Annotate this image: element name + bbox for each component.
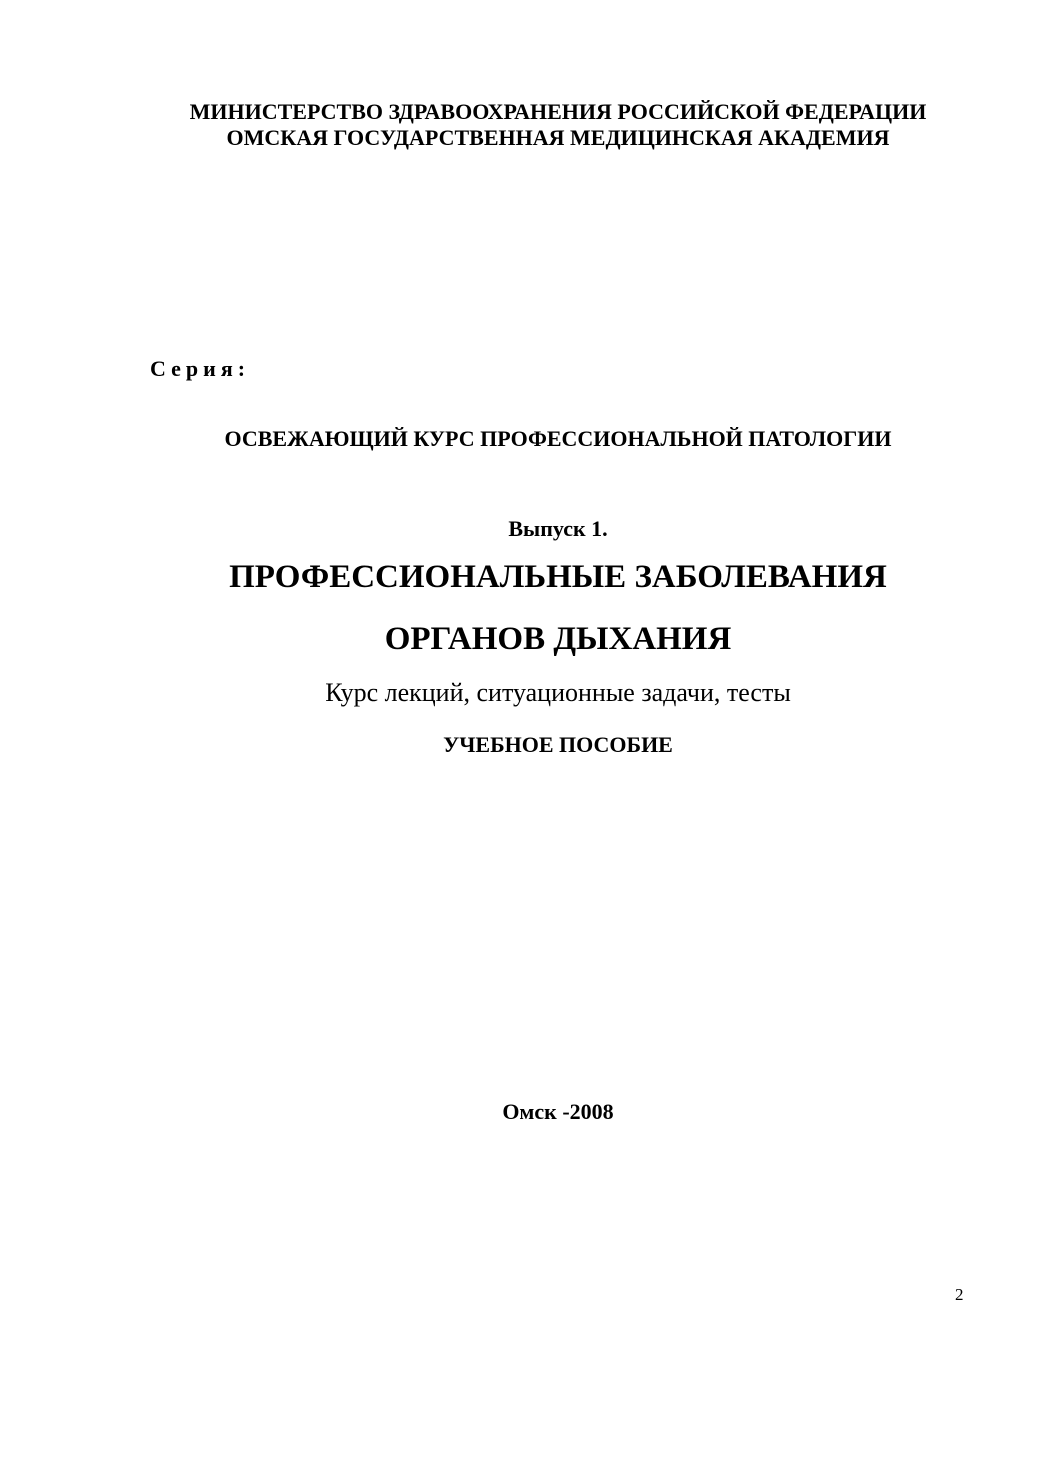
document-type: УЧЕБНОЕ ПОСОБИЕ xyxy=(443,732,673,757)
city-year: Омск -2008 xyxy=(502,1099,614,1124)
issue-number: Выпуск 1. xyxy=(508,516,608,541)
series-name: ОСВЕЖАЮЩИЙ КУРС ПРОФЕССИОНАЛЬНОЙ ПАТОЛОГИИ xyxy=(224,426,892,451)
page-number: 2 xyxy=(955,1285,964,1304)
subtitle: Курс лекций, ситуационные задачи, тесты xyxy=(325,678,791,707)
series-label: Серия: xyxy=(150,356,251,381)
title-line-1: ПРОФЕССИОНАЛЬНЫЕ ЗАБОЛЕВАНИЯ xyxy=(229,559,887,595)
academy-heading: ОМСКАЯ ГОСУДАРСТВЕННАЯ МЕДИЦИНСКАЯ АКАДЕМИЯ xyxy=(226,125,890,150)
title-line-2: ОРГАНОВ ДЫХАНИЯ xyxy=(384,621,732,657)
ministry-heading: МИНИСТЕРСТВО ЗДРАВООХРАНЕНИЯ РОССИЙСКОЙ ФЕДЕРАЦИИ xyxy=(189,99,927,124)
